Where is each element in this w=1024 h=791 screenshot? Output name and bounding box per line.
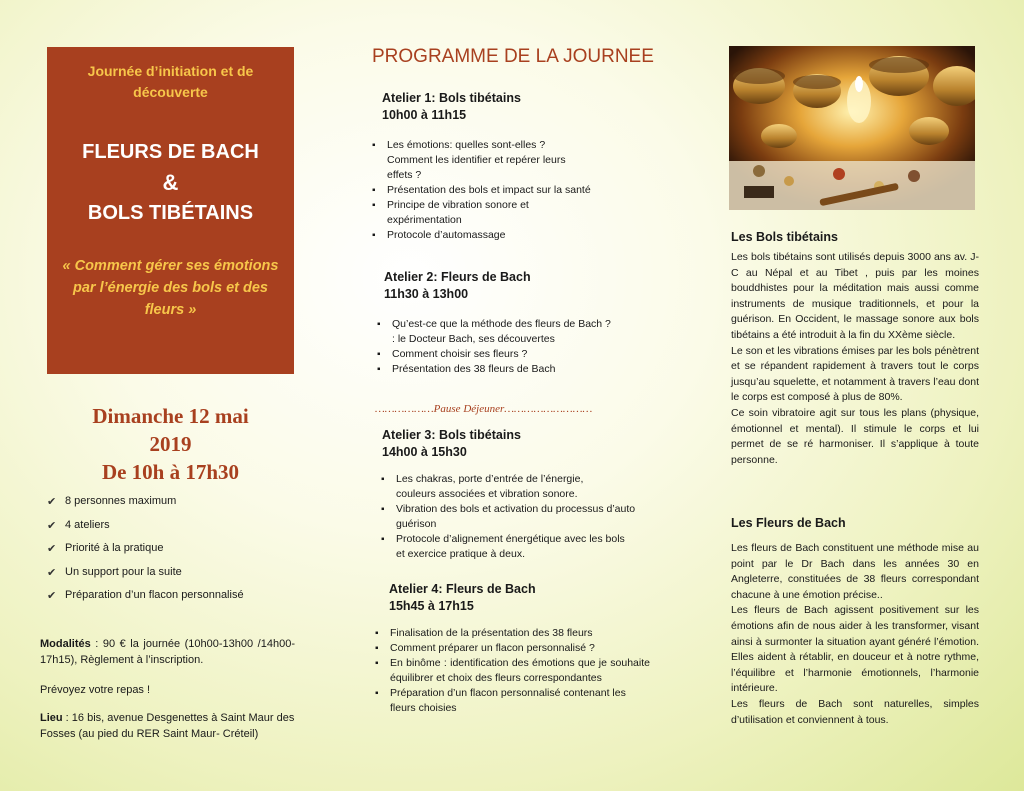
bols-heading: Les Bols tibétains: [731, 230, 838, 244]
pause-dejeuner: ………………Pause Déjeuner………………………: [375, 403, 593, 415]
bols-paragraph-2: Le son et les vibrations émises par les bols pénètrent et se répandent rapidement à travers tout le corps jusqu’au squelette, et notamment à travers l’eau dont le corps est composé à plus de 80%.: [731, 344, 979, 404]
fleurs-paragraph-1: Les fleurs de Bach constituent une méthode mise au point par le Dr Bach dans les années 30 en Angleterre, constituées de 38 fleurs correspondant chacune à une émotion précise..: [731, 542, 979, 601]
list-item: ▪ Principe de vibration sonore et expérimentation: [370, 198, 567, 228]
bols-text: [731, 250, 979, 468]
list-item: ▪ Protocole d’automassage: [370, 228, 620, 243]
list-item: ✔ Un support pour la suite: [47, 565, 182, 579]
practical-info: [40, 636, 295, 742]
event-date: [47, 402, 294, 486]
list-item: ✔ 4 ateliers: [47, 518, 110, 532]
checkmark-icon: ✔: [47, 519, 57, 532]
program-title: PROGRAMME DE LA JOURNEE: [372, 46, 654, 67]
title-bols-tibetains: BOLS TIBÉTAINS: [87, 202, 254, 224]
list-item: ▪ En binôme : identification des émotions que je souhaite équilibrer et choix des fleurs correspondantes: [373, 656, 650, 686]
title-box: [47, 47, 294, 374]
fleurs-text: [731, 541, 979, 728]
modalites: Modalités : 90 € la journée (10h00-13h00 /14h00-17h15), Règlement à l’inscription.: [40, 638, 295, 666]
atelier-2-header: Atelier 2: Fleurs de Bach 11h30 à 13h00: [384, 270, 531, 301]
list-item: ▪ Finalisation de la présentation des 38 fleurs: [373, 626, 650, 641]
list-item: ▪ Les chakras, porte d’entrée de l’énergie, couleurs associées et vibration sonore.: [379, 472, 621, 502]
singing-bowls-image: [729, 46, 975, 210]
list-item: ▪ Présentation des bols et impact sur la santé: [370, 183, 620, 198]
date-year: 2019: [149, 432, 192, 456]
fleurs-paragraph-3: Les fleurs de Bach sont naturelles, simples d’utilisation et conviennent à tous.: [731, 697, 979, 726]
tagline-quote: « Comment gérer ses émotions par l’énergie des bols et des fleurs »: [62, 258, 279, 318]
title-ampersand: &: [162, 170, 179, 195]
atelier-3-list: [379, 472, 639, 562]
list-item: ▪ Comment choisir ses fleurs ?: [375, 347, 625, 362]
list-item: ✔ Priorité à la pratique: [47, 542, 164, 555]
checkmark-icon: ✔: [47, 543, 57, 555]
singing-bowls-photo: [729, 46, 975, 210]
repas-note: Prévoyez votre repas !: [40, 684, 151, 696]
title-fleurs-de-bach: FLEURS DE BACH: [82, 141, 259, 163]
bols-paragraph-1: Les bols tibétains sont utilisés depuis 3000 ans av. J-C au Népal et au Tibet , puis par les moines bouddhistes pour la méditation mais aussi comme instruments de musique traditionnels, et pour la guérison. En Occident, le massage sonore aux bols tibétains a été introduit à la fin du XXème siècle.: [731, 251, 979, 341]
list-item: ▪ Vibration des bols et activation du processus d’auto guérison: [379, 502, 641, 532]
list-item: ▪ Protocole d’alignement énergétique avec les bols et exercice pratique à deux.: [379, 532, 631, 562]
list-item: ▪ Qu’est-ce que la méthode des fleurs de Bach ? : le Docteur Bach, ses découvertes: [375, 317, 612, 347]
list-item: ✔ Préparation d’un flacon personnalisé: [47, 589, 244, 602]
lieu: Lieu : 16 bis, avenue Desgenettes à Saint Maur des Fosses (au pied du RER Saint Maur- Créteil): [40, 712, 295, 740]
list-item: ✔ 8 personnes maximum: [47, 495, 177, 508]
atelier-2-list: [375, 317, 625, 377]
feature-list: [47, 495, 244, 613]
fleurs-heading: Les Fleurs de Bach: [731, 516, 846, 530]
date-day: Dimanche 12 mai: [92, 404, 249, 428]
list-item: ▪ Comment préparer un flacon personnalisé ?: [373, 641, 650, 656]
intro-text: Journée d’initiation et de découverte: [87, 63, 254, 100]
atelier-1-list: [370, 138, 620, 243]
checkmark-icon: ✔: [47, 496, 57, 508]
atelier-4-list: [373, 626, 650, 716]
checkmark-icon: ✔: [47, 590, 57, 602]
checkmark-icon: ✔: [47, 566, 57, 579]
fleurs-paragraph-2: Les fleurs de Bach agissent positivement sur les émotions afin de nous aider à les transformer, visant ainsi à surmonter la situation ayant généré l’émotion. Elles aident à rétablir, en douceur et à notre rythme, l’équilibre et l’harmonie émotionnels, l’harmonie intérieure.: [731, 604, 979, 695]
date-hours: De 10h à 17h30: [101, 460, 240, 484]
list-item: ▪ Présentation des 38 fleurs de Bach: [375, 362, 625, 377]
list-item: ▪ Préparation d’un flacon personnalisé contenant les fleurs choisies: [373, 686, 640, 716]
atelier-3-header: Atelier 3: Bols tibétains 14h00 à 15h30: [382, 428, 521, 459]
atelier-1-header: Atelier 1: Bols tibétains 10h00 à 11h15: [382, 91, 521, 122]
bols-paragraph-3: Ce soin vibratoire agit sur tous les plans (physique, émotionnel et mental). Il stimule le corps et lui permet de se ré harmoniser. Il s’applique à toute personne.: [731, 406, 979, 466]
list-item: ▪ Les émotions: quelles sont-elles ? Comment les identifier et repérer leurs effets ?: [370, 138, 587, 183]
atelier-4-header: Atelier 4: Fleurs de Bach 15h45 à 17h15: [389, 582, 536, 613]
